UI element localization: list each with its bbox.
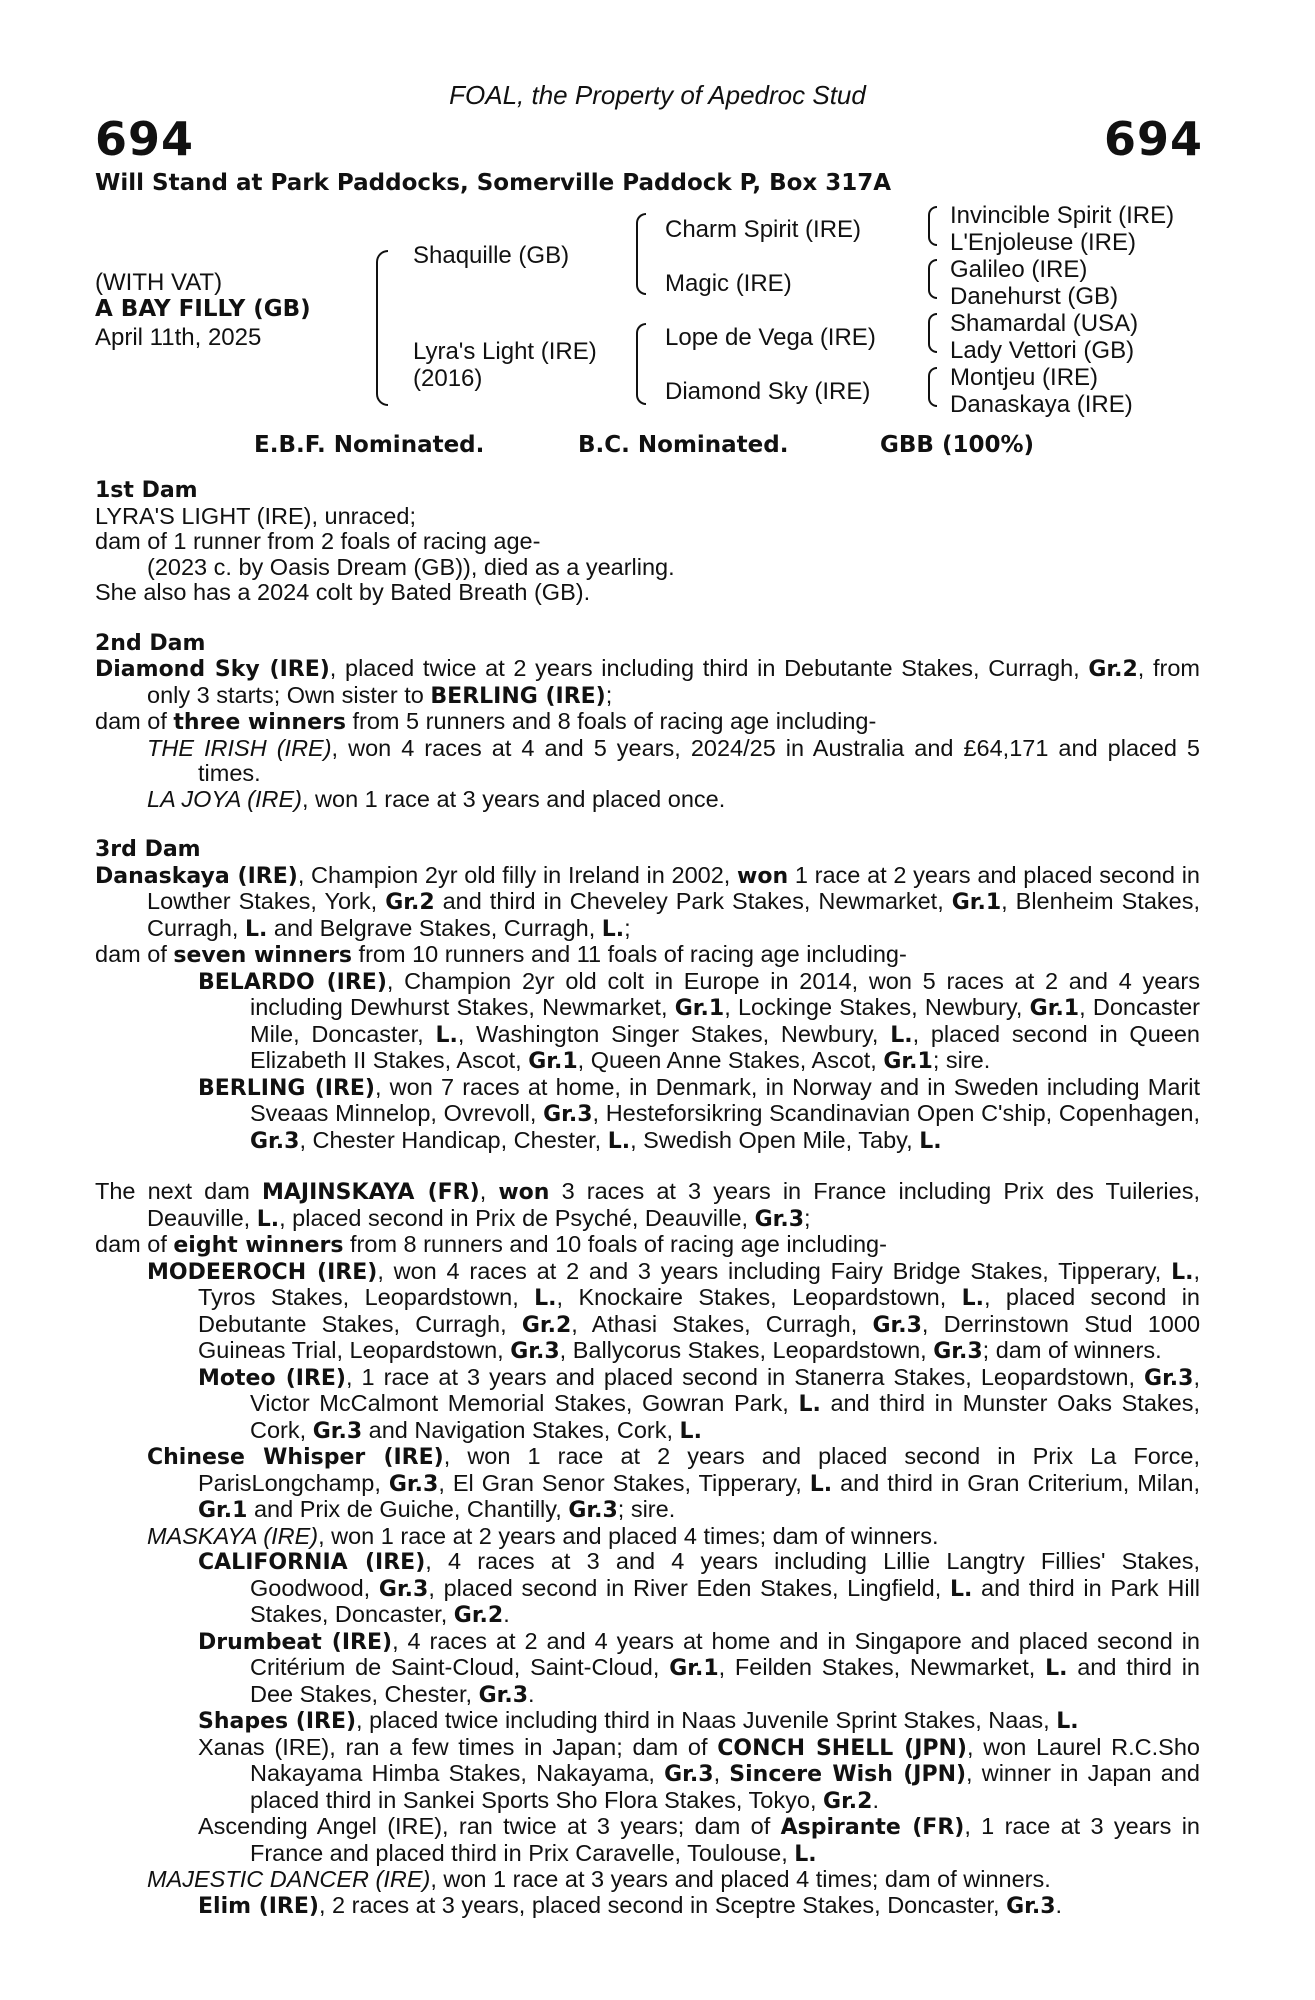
sd-dam: Danehurst (GB) — [950, 283, 1119, 310]
sister-name: BERLING (IRE) — [430, 683, 606, 709]
third-dam-entry: Danaskaya (IRE), Champion 2yr old filly in Ireland in 2002, won 1 race at 2 years and placed second in Lowther Stakes, York, Gr.2 and third in Cheveley Park Stakes, Newmarket, Gr.1, Blenheim Stakes, Curragh, L. and Belgrave Stakes, Curragh, L.; — [95, 861, 1200, 942]
produce-chinese-whisper: Chinese Whisper (IRE), won 1 race at 2 years and placed second in Prix La Force, ParisLongchamp, Gr.3, El Gran Senor Stakes, Tipperary, L. and third in Gran Criterium, Milan, Gr.1 and Prix de Guiche, Chantilly, Gr.3; sire. — [147, 1443, 1200, 1523]
dam-name: Lyra's Light (IRE) — [413, 338, 597, 365]
second-dam-name: Diamond Sky (IRE) — [95, 657, 330, 682]
produce-ascending-angel: Ascending Angel (IRE), ran twice at 3 years; dam of Aspirante (FR), 1 race at 3 years in France and placed third in Prix Caravelle, Toulouse, L. — [198, 1813, 1200, 1867]
third-dam-name: Danaskaya (IRE) — [95, 863, 298, 889]
next-dam-produce: dam of eight winners from 8 runners and 10 foals of racing age including- — [95, 1231, 887, 1258]
bc-nomination: B.C. Nominated. — [578, 432, 789, 458]
first-dam-line3: (2023 c. by Oasis Dream (GB)), died as a yearling. — [147, 553, 675, 580]
stand-location: Will Stand at Park Paddocks, Somerville Paddock P, Box 317A — [95, 170, 892, 196]
dam-dam: Diamond Sky (IRE) — [665, 378, 871, 405]
ds-sire: Shamardal (USA) — [950, 310, 1139, 337]
produce-shapes: Shapes (IRE), placed twice including third in Naas Juvenile Sprint Stakes, Naas, L. — [198, 1707, 1079, 1734]
gbb-status: GBB (100%) — [880, 432, 1035, 458]
sd-sire: Galileo (IRE) — [950, 256, 1088, 283]
produce-elim: Elim (IRE), 2 races at 3 years, placed second in Sceptre Stakes, Doncaster, Gr.3. — [198, 1891, 1063, 1919]
ds-dam: Lady Vettori (GB) — [950, 337, 1135, 364]
first-dam-line1: LYRA'S LIGHT (IRE), unraced; — [95, 502, 416, 529]
produce-maskaya: MASKAYA (IRE), won 1 race at 2 years and placed 4 times; dam of winners. — [147, 1522, 939, 1549]
produce-modeeroch: MODEEROCH (IRE), won 4 races at 2 and 3 years including Fairy Bridge Stakes, Tipperary, L., Tyros Stakes, Leopardstown, L., Knockaire Stakes, Leopardstown, L., placed second in Debutante Stakes, Curragh, Gr.2, Athasi Stakes, Curragh, Gr.3, Derrinstown Stud 1000 Guineas Trial, Leopardstown, Gr.3, Ballycorus Stakes, Leopardstown, Gr.3; dam of winners. — [147, 1257, 1201, 1364]
produce-drumbeat: Drumbeat (IRE), 4 races at 2 and 4 years at home and in Singapore and placed second in Critérium de Saint-Cloud, Saint-Cloud, Gr.1, Feilden Stakes, Newmarket, L. and third in Dee Stakes, Chester, Gr.3. — [198, 1627, 1200, 1708]
sire-sire: Charm Spirit (IRE) — [665, 216, 862, 243]
brace-g3-3 — [928, 313, 937, 353]
dd-dam: Danaskaya (IRE) — [950, 391, 1133, 418]
lot-number-right: 694 — [1103, 112, 1203, 166]
produce-california: CALIFORNIA (IRE), 4 races at 3 and 4 years including Lillie Langtry Fillies' Stakes, Goodwood, Gr.3, placed second in River Eden Stakes, Lingfield, L. and third in Park Hill Stakes, Doncaster, Gr.2. — [198, 1548, 1200, 1628]
lot-number-left: 694 — [95, 112, 195, 166]
pedigree-brace-main — [376, 250, 388, 406]
produce-la-joya: LA JOYA (IRE), won 1 race at 3 years and placed once. — [147, 785, 726, 812]
third-dam-heading: 3rd Dam — [95, 837, 201, 862]
second-dam-produce: dam of three winners from 5 runners and 8 foals of racing age including- — [95, 708, 877, 735]
brace-g3-1 — [928, 206, 937, 246]
first-dam-heading: 1st Dam — [95, 478, 198, 503]
sire-dam: Magic (IRE) — [665, 270, 792, 297]
second-dam-heading: 2nd Dam — [95, 630, 206, 656]
next-dam-name: MAJINSKAYA (FR) — [261, 1180, 480, 1205]
dam-brace — [636, 323, 646, 405]
vat-note: (WITH VAT) — [95, 269, 223, 296]
dd-sire: Montjeu (IRE) — [950, 364, 1099, 391]
ebf-nomination: E.B.F. Nominated. — [254, 432, 485, 458]
produce-the-irish: THE IRISH (IRE), won 4 races at 4 and 5 years, 2024/25 in Australia and £64,171 and placed 5 times. — [147, 734, 1200, 786]
first-dam-line2: dam of 1 runner from 2 foals of racing age- — [95, 528, 541, 554]
produce-moteo: Moteo (IRE), 1 race at 3 years and placed second in Stanerra Stakes, Leopardstown, Gr.3, Victor McCalmont Memorial Stakes, Gowran Park, L. and third in Munster Oaks Stakes, Cork, Gr.3 and Navigation Stakes, Cork, L. — [198, 1363, 1200, 1444]
brace-g3-4 — [928, 367, 937, 407]
ss-dam: L'Enjoleuse (IRE) — [950, 229, 1136, 256]
brace-g3-2 — [928, 259, 937, 299]
dam-year: (2016) — [413, 365, 483, 392]
foaling-date: April 11th, 2025 — [95, 324, 262, 351]
produce-majestic-dancer: MAJESTIC DANCER (IRE), won 1 race at 3 years and placed 4 times; dam of winners. — [147, 1866, 1051, 1892]
next-dam-entry: The next dam MAJINSKAYA (FR), won 3 races at 3 years in France including Prix des Tuileries, Deauville, L., placed second in Prix de Psyché, Deauville, Gr.3; — [95, 1178, 1201, 1232]
produce-belardo: BELARDO (IRE), Champion 2yr old colt in Europe in 2014, won 5 races at 2 and 4 years including Dewhurst Stakes, Newmarket, Gr.1, Lockinge Stakes, Newbury, Gr.1, Doncaster Mile, Doncaster, L., Washington Singer Stakes, Newbury, L., placed second in Queen Elizabeth II Stakes, Ascot, Gr.1, Queen Anne Stakes, Ascot, Gr.1; sire. — [198, 967, 1200, 1074]
third-dam-produce: dam of seven winners from 10 runners and 11 foals of racing age including- — [95, 941, 907, 968]
sire-name: Shaquille (GB) — [413, 242, 570, 269]
second-dam-entry: Diamond Sky (IRE), placed twice at 2 years including third in Debutante Stakes, Curragh, Gr.2, from only 3 starts; Own sister to BERLING (IRE); — [95, 655, 1200, 709]
ss-sire: Invincible Spirit (IRE) — [950, 202, 1175, 229]
produce-berling: BERLING (IRE), won 7 races at home, in Denmark, in Norway and in Sweden including Marit Sveaas Minnelop, Ovrevoll, Gr.3, Hesteforsikring Scandinavian Open C'ship, Copenhagen, Gr.3, Chester Handicap, Chester, L., Swedish Open Mile, Taby, L. — [198, 1073, 1200, 1154]
dam-sire: Lope de Vega (IRE) — [665, 324, 876, 351]
horse-name: A BAY FILLY (GB) — [95, 296, 311, 322]
property-line: FOAL, the Property of Apedroc Stud — [449, 80, 866, 110]
first-dam-line4: She also has a 2024 colt by Bated Breath (GB). — [95, 579, 591, 605]
catalogue-body — [95, 478, 1200, 1919]
sire-brace — [636, 213, 646, 295]
produce-xanas: Xanas (IRE), ran a few times in Japan; dam of CONCH SHELL (JPN), won Laurel R.C.Sho Nakayama Himba Stakes, Nakayama, Gr.3, Sincere Wish (JPN), winner in Japan and placed third in Sankei Sports Sho Flora Stakes, Tokyo, Gr.2. — [198, 1733, 1200, 1814]
